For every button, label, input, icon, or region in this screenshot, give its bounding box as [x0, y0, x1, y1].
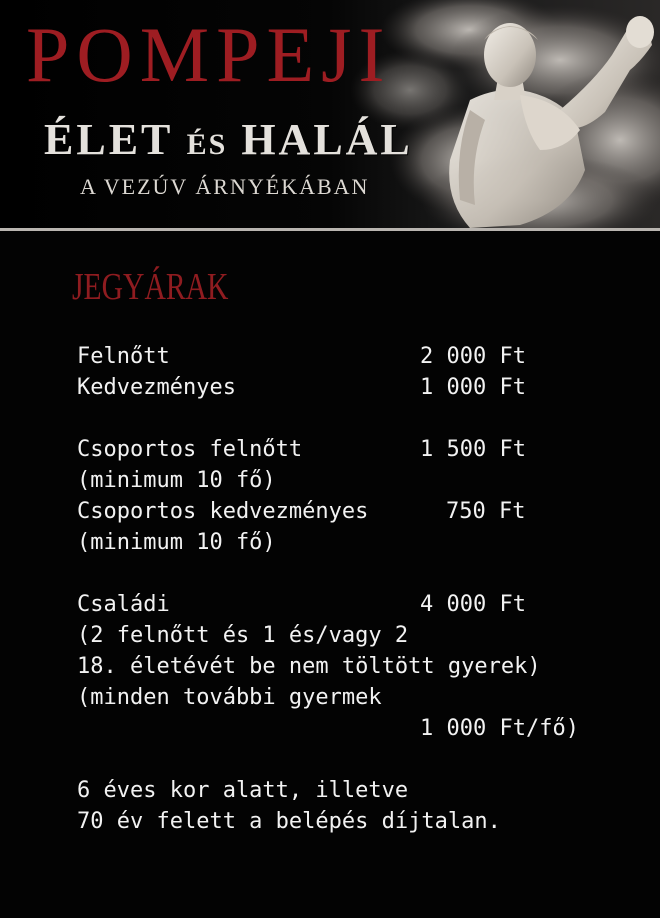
- free-entry-note: 70 év felett a belépés díjtalan.: [77, 809, 501, 834]
- price-value: 750 Ft: [446, 499, 526, 524]
- price-row-reduced: [77, 372, 541, 403]
- price-note: (minimum 10 fő): [77, 530, 276, 555]
- price-value: 4 000 Ft: [420, 592, 526, 617]
- price-row-family-extra: [77, 713, 579, 744]
- price-list: [77, 341, 579, 837]
- exhibition-tagline: A VEZÚV ÁRNYÉKÁBAN: [80, 174, 370, 199]
- subtitle-word-life: ÉLET: [44, 115, 173, 164]
- price-label: Csoportos felnőtt: [77, 437, 303, 462]
- brand-title: POMPEJI: [26, 11, 392, 98]
- price-value: 2 000 Ft: [420, 344, 526, 369]
- price-label: Családi: [77, 592, 170, 617]
- price-note: (2 felnőtt és 1 és/vagy 2: [77, 623, 409, 648]
- header-banner: [0, 0, 660, 230]
- subtitle-word-death: HALÁL: [241, 115, 413, 164]
- price-note: 18. életévét be nem töltött gyerek): [77, 654, 541, 679]
- price-label: Kedvezményes: [77, 375, 236, 400]
- ticket-prices-heading: JEGYÁRAK: [72, 266, 229, 308]
- price-note: (minimum 10 fő): [77, 468, 276, 493]
- price-value: 1 000 Ft: [420, 375, 526, 400]
- price-row-group-reduced: [77, 496, 541, 527]
- price-label: Csoportos kedvezményes: [77, 499, 369, 524]
- price-note: (minden további gyermek: [77, 685, 382, 710]
- subtitle-word-and: ÉS: [186, 128, 228, 161]
- header-divider: [0, 228, 660, 231]
- price-row-family: [77, 589, 541, 620]
- price-value: 1 500 Ft: [420, 437, 526, 462]
- price-row-group-adult: [77, 434, 541, 465]
- price-value: 1 000 Ft/fő): [420, 716, 579, 741]
- price-row-adult: [77, 341, 541, 372]
- price-label: Felnőtt: [77, 344, 170, 369]
- exhibition-subtitle: [44, 115, 413, 164]
- free-entry-note: 6 éves kor alatt, illetve: [77, 778, 409, 803]
